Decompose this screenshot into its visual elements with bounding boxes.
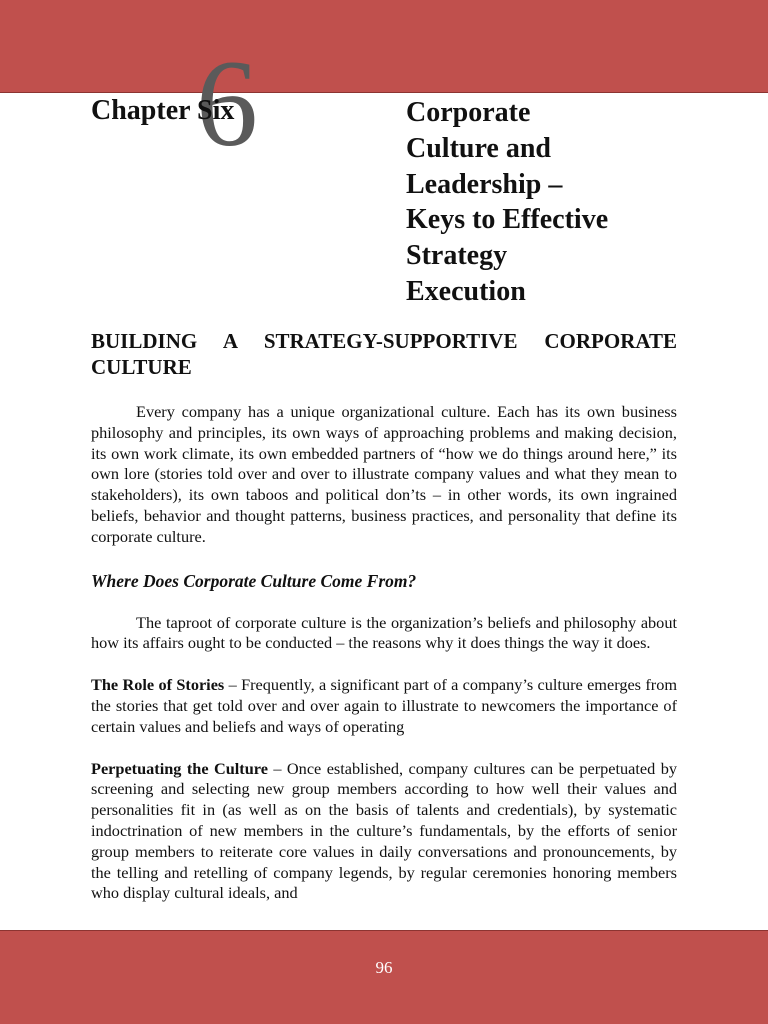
chapter-numeral: 6 xyxy=(196,35,258,172)
chapter-title-line: Keys to Effective xyxy=(406,204,609,236)
stories-title: The Role of Stories xyxy=(91,675,225,695)
page-body xyxy=(91,328,677,928)
header-band xyxy=(0,0,768,93)
subsection-heading: Where Does Corporate Culture Come From? xyxy=(91,570,417,591)
chapter-title-line: Culture and xyxy=(406,132,551,164)
chapter-title xyxy=(406,95,706,310)
page-number: 96 xyxy=(375,958,393,977)
chapter-title-line: Strategy xyxy=(406,240,508,272)
taproot-paragraph: The taproot of corporate culture is the organization’s beliefs and philosophy about how its affairs ought to be conducted – the reasons why it does things the way it does. xyxy=(91,612,677,653)
perpetuating-paragraph xyxy=(91,759,677,905)
stories-paragraph xyxy=(91,675,677,737)
intro-paragraph: Every company has a unique organizational culture. Each has its own business philosophy and principles, its own ways of approaching problems and making decision, its own work climate, its own embedded partners of “how we do things around here,” its own lore (stories told over and over to illustrate company values and what they mean to stakeholders), its own taboos and political don’ts – in other words, its own ingrained beliefs, behavior and thought patterns, business practices, and personality that define its corporate culture. xyxy=(91,402,677,546)
perpetuating-text: – Once established, company cultures can be perpetuated by screening and selecting new group members according to how well their values and personalities fit in (as well as on the basis of talents and credentials), by systematic indoctrination of new members in the culture’s fundamentals, by the efforts of senior group members to reiterate core values in daily conversations and pronouncements, by the telling and retelling of company legends, by regular ceremonies honoring members who display cultural ideals, and xyxy=(91,758,677,903)
stories-text: – Frequently, a significant part of a company’s culture emerges from the stories that get told over and over again to illustrate to newcomers the importance of certain values and beliefs and ways of operating xyxy=(91,675,677,736)
chapter-title-line: Execution xyxy=(406,275,526,307)
chapter-label: Chapter Six xyxy=(91,95,235,126)
perpetuating-title: Perpetuating the Culture xyxy=(91,758,268,778)
chapter-title-line: Corporate xyxy=(406,97,531,128)
chapter-title-line: Leadership – xyxy=(406,168,563,200)
section-heading-continued: CULTURE xyxy=(91,355,192,379)
section-heading: BUILDING A STRATEGY-SUPPORTIVE CORPORATE xyxy=(91,329,677,353)
